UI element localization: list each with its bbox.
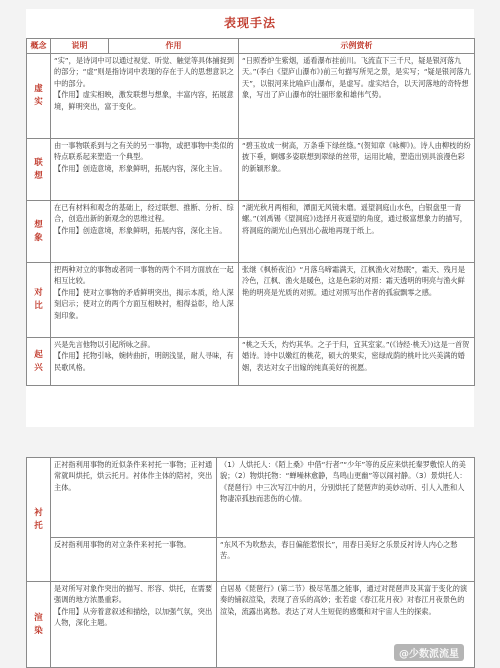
effect-text: 【作用】虚实相映，激发联想与想象，丰富内容，拓展意境，鲜明突出，富于变化。 <box>54 90 234 111</box>
header-explain: 说明 <box>51 39 109 54</box>
concept-cell: 渲染 <box>27 582 51 668</box>
explain-cell <box>51 139 239 201</box>
effect-text: 【作用】托物引咏，婉转曲折，明朗浅显，耐人寻味，有民歌风格。 <box>54 351 234 372</box>
techniques-table-continued <box>26 457 475 668</box>
table-sheet-2 <box>26 457 474 667</box>
explain-cell <box>51 338 239 386</box>
example-cell: 张继《枫桥夜泊》“月落乌啼霜满天，江枫渔火对愁眠”，霜天、残月是冷色，江枫、渔火是暖色，这是色彩的对照：霜天透明的明亮与渔火鲜艳的明亮是光质的对照。通过对照写出作者的孤寂飘零之感。 <box>239 263 475 338</box>
header-effect: 作用 <box>109 39 239 54</box>
example-cell: “湖光秋月两相和，潭面无风镜未磨。遥望洞庭山水色，白银盘里一青螺。”(刘禹锡《望洞庭》)选择月夜遥望的角度，通过极富想象力的描写，将洞庭的湖光山色别出心裁地再现于纸上。 <box>239 201 475 263</box>
table-row <box>27 338 475 386</box>
explain-cell <box>51 201 239 263</box>
concept-cell: 对比 <box>27 263 51 338</box>
table-row <box>27 54 475 139</box>
explain-cell <box>51 54 239 139</box>
concept-cell: 起兴 <box>27 338 51 386</box>
table-row <box>27 139 475 201</box>
explain-text: 在已有材料和观念的基础上，经过联想、推断、分析、综合，创造出新的新观念的思维过程。 <box>54 203 234 224</box>
table-row <box>27 263 475 338</box>
explain-text: 把两种对立的事物或者同一事物的两个不同方面放在一起相互比较。 <box>54 265 234 286</box>
techniques-table <box>26 38 475 386</box>
example-cell: “东风不为吹愁去，春日偏能惹恨长”，用春日美好之乐景反衬诗人内心之愁苦。 <box>217 538 475 582</box>
explain-cell <box>51 458 217 538</box>
concept-cell: 想象 <box>27 201 51 263</box>
example-cell: “日照香炉生紫烟，遥看瀑布挂前川。飞流直下三千尺，疑是银河落九天。”(李白《望庐山瀑布》)前三句描写所见之景，是实写；“疑是银河落九天”，以银河来比喻庐山瀑布，是虚写。虚实结合，以天河落地的奇特想象，写出了庐山瀑布的壮丽形象和雄伟气势。 <box>239 54 475 139</box>
sheet-title: 表现手法 <box>223 16 276 30</box>
table-header-row <box>27 39 475 54</box>
table-row <box>27 201 475 263</box>
explain-cell <box>51 263 239 338</box>
header-concept: 概念 <box>27 39 51 54</box>
example-cell: “碧玉妆成一树高，万条垂下绿丝绦。”(贺知章《咏柳》)。诗人由柳枝的纷披下垂，婀娜多姿联想到翠绿的丝带，运用比喻，塑造出别具浪漫色彩的新颖形象。 <box>239 139 475 201</box>
explain-text: 反衬指利用事物的对立条件来衬托一事物。 <box>54 540 191 549</box>
concept-cell: 联想 <box>27 139 51 201</box>
example-cell: 白居易《琵琶行》(第二节）极尽笔墨之能事，通过对琵琶声及其富于变化的演奏的铺叙渲染，表现了音乐的高妙；张若虚《春江花月夜》对春江月夜景色的渲染，流露出离愁。表达了对人生短促的感慨和对宇宙人生的探索。 <box>217 582 475 668</box>
watermark: @少数派流星 <box>394 644 464 661</box>
effect-text: 【作用】创造意境，形象鲜明，拓展内容，深化主旨。 <box>54 163 227 173</box>
explain-text: “实”，是诗词中可以通过视觉、听觉、触觉等具体捕捉到的部分；“虚”则是指诗词中表现的存在于人的思想意识之中的部分。 <box>54 56 234 88</box>
explain-text: 正衬指利用事物的近似条件来衬托一事物；正衬通常就叫烘托，烘云托月。衬体作主体的陪衬，突出主体。 <box>54 460 213 492</box>
example-cell: “桃之夭夭，灼灼其华。之子于归，宜其室家。”(《诗经·桃夭》)这是一首贺婚诗。诗中以嫩红的桃花，硕大的果实，密绿成荫的桃叶比兴美满的婚姻，表达对女子出嫁的纯真美好的祝愿。 <box>239 338 475 386</box>
explain-text: 是对所写对象作突出的描写、形容、烘托，在需要强调的地方浓墨重彩。 <box>54 584 213 605</box>
effect-text: 【作用】使对立事物的矛盾鲜明突出，揭示本质，给人深刻启示；使对立的两个方面互相映衬，相得益彰，给人深刻印象。 <box>54 287 234 320</box>
concept-cell: 衬托 <box>27 458 51 582</box>
explain-cell <box>51 538 217 582</box>
header-example: 示例赏析 <box>239 39 475 54</box>
concept-cell: 虚实 <box>27 54 51 139</box>
table-sheet-1 <box>26 9 474 427</box>
table-row <box>27 458 475 538</box>
effect-text: 【作用】从旁着意叙述和描绘，以加强气氛，突出人物，深化主题。 <box>54 606 213 628</box>
explain-cell <box>51 582 217 668</box>
explain-text: 由一事物联系到与之有关的另一事物，或把事物中类似的特点联系起来塑造一个典型。 <box>54 141 234 162</box>
table-row <box>27 538 475 582</box>
effect-text: 【作用】创造意境，形象鲜明，拓展内容，深化主旨。 <box>54 225 227 235</box>
explain-text: 兴是先言他物以引起所咏之辞。 <box>54 340 155 349</box>
example-cell: （1）人烘托人：《陌上桑》中借“行者”“少年”等的反应来烘托秦罗敷惊人的美貌；（2）物烘托物：“蝉噪林愈静，鸟鸣山更幽”等以闹衬静。（3）景烘托人：《琵琶行》中三次写江中的月，分别烘托了琵琶声的美妙动听、引人入胜和人物凄凉孤独而悲伤的心情。 <box>217 458 475 538</box>
